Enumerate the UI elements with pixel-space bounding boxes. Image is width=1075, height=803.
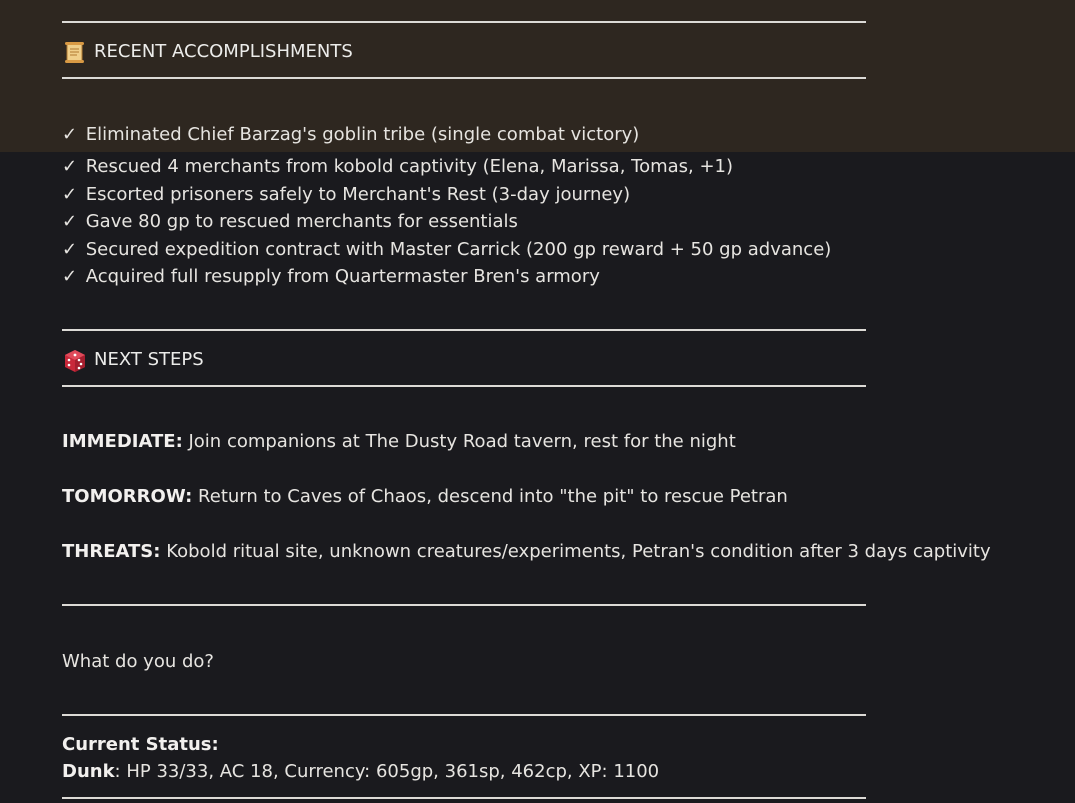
status-heading: Current Status:: [62, 734, 219, 755]
accomplishment-item: ✓ Secured expedition contract with Master Carrick (200 gp reward + 50 gp advance): [62, 239, 832, 260]
die-icon: [62, 348, 86, 372]
checkmark-icon: ✓: [62, 211, 78, 232]
divider-rule: [62, 797, 866, 799]
tomorrow-label: TOMORROW:: [62, 486, 193, 507]
tomorrow-text: Return to Caves of Chaos, descend into "the pit" to rescue Petran: [192, 486, 788, 507]
threats-step: [62, 540, 991, 564]
accomplishments-heading: [62, 40, 353, 64]
divider-rule: [62, 714, 866, 716]
tomorrow-step: [62, 485, 788, 509]
status-line: [62, 760, 659, 784]
divider-rule: [62, 77, 866, 79]
divider-rule: [62, 329, 866, 331]
immediate-step: [62, 430, 736, 454]
divider-rule: [62, 385, 866, 387]
threats-label: THREATS:: [62, 541, 161, 562]
divider-rule: [62, 604, 866, 606]
checkmark-icon: ✓: [62, 156, 78, 177]
accomplishment-item: ✓ Eliminated Chief Barzag's goblin tribe (single combat victory): [62, 124, 640, 145]
next-steps-heading: [62, 348, 204, 372]
accomplishment-item: ✓ Acquired full resupply from Quartermaster Bren's armory: [62, 266, 600, 287]
checkmark-icon: ✓: [62, 239, 78, 260]
accomplishments-title: RECENT ACCOMPLISHMENTS: [94, 41, 353, 62]
immediate-label: IMMEDIATE:: [62, 431, 183, 452]
prompt-text: What do you do?: [62, 651, 214, 672]
divider-rule: [62, 21, 866, 23]
accomplishment-item: ✓ Gave 80 gp to rescued merchants for essentials: [62, 211, 518, 232]
accomplishment-item: ✓ Escorted prisoners safely to Merchant's Rest (3-day journey): [62, 184, 631, 205]
immediate-text: Join companions at The Dusty Road tavern, rest for the night: [182, 431, 736, 452]
character-stats: : HP 33/33, AC 18, Currency: 605gp, 361sp, 462cp, XP: 1100: [114, 761, 660, 782]
character-name: Dunk: [62, 761, 115, 782]
threats-text: Kobold ritual site, unknown creatures/experiments, Petran's condition after 3 days captivity: [160, 541, 991, 562]
scroll-icon: [62, 40, 86, 64]
checkmark-icon: ✓: [62, 266, 78, 287]
next-steps-title: NEXT STEPS: [94, 349, 204, 370]
checkmark-icon: ✓: [62, 124, 78, 145]
accomplishment-item: ✓ Rescued 4 merchants from kobold captivity (Elena, Marissa, Tomas, +1): [62, 156, 734, 177]
checkmark-icon: ✓: [62, 184, 78, 205]
